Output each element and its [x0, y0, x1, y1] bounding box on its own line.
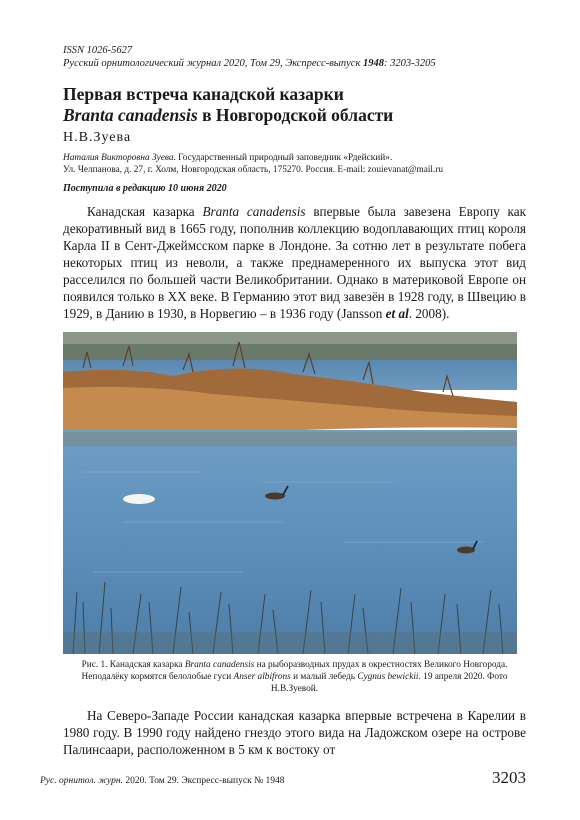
- title-line-2: [63, 105, 526, 126]
- caption-text-a: Рис. 1. Канадская казарка: [81, 660, 185, 670]
- author: Н.В.Зуева: [63, 130, 132, 145]
- journal-name: Русский орнитологический журнал 2020, Том 29, Экспресс-выпуск: [63, 58, 363, 69]
- title-line-1: Первая встреча канадской казарки: [63, 84, 344, 104]
- affiliation: [63, 152, 526, 176]
- affiliation-line-1: [63, 152, 526, 164]
- caption-species-3: Cygnus bewickii: [357, 672, 419, 682]
- journal-header: [63, 44, 526, 70]
- paragraph-2: На Северо-Западе России канадская казарка впервые встречена в Карелии в 1980 году. В 1990 году найдено гнездо этого вида на Ладожском озере на острове Палинсаари, расположенном в 5 км к востоку от: [63, 708, 526, 757]
- issue-number: 1948: [363, 58, 384, 69]
- footer-issue: 2020. Том 29. Экспресс-выпуск № 1948: [122, 776, 285, 786]
- address: Ул. Челпанова, д. 27, г. Холм, Новгородская область, 175270. Россия. E-mail: zouievanat@mail.ru: [63, 165, 444, 175]
- page-footer: [40, 766, 526, 788]
- article-page: [63, 44, 526, 758]
- title-species: Branta canadensis: [63, 105, 198, 125]
- footer-citation: [40, 776, 285, 786]
- p1-species: Branta canadensis: [202, 204, 306, 219]
- p1-text-b: впервые была завезена Европу как декоративный вид в 1665 году, пополнив коллекцию водоплавающих птиц короля Карла II в Сент-Джеймсском парке в Лондоне. За сотню лет в результате побега некоторых птиц из неволи, а также преднамеренного их выпуска этот вид расселился по большей части Великобритании. Однако в материковой Европе он появился только в XX веке. В Германию этот вид завезён в 1928 году, в Швецию в 1929, в Данию в 1930, в Норвегию – в 1936 году (Jansson: [63, 204, 526, 321]
- title-rest: в Новгородской области: [197, 105, 394, 125]
- page-number: 3203: [492, 768, 526, 787]
- footer-journal: Рус. орнитол. журн.: [40, 776, 123, 786]
- caption-species-1: Branta canadensis: [184, 660, 255, 670]
- received-date: Поступила в редакцию 10 июня 2020: [63, 183, 227, 194]
- p1-text-a: Канадская казарка: [87, 204, 203, 219]
- organization: . Государственный природный заповедник «Рдейский».: [173, 153, 393, 163]
- p1-text-c: . 2008).: [408, 306, 450, 321]
- author-fullname: Наталия Викторовна Зуева: [63, 153, 174, 163]
- journal-line: [63, 57, 526, 70]
- caption-text-b: на рыборазводных прудах в окрестностях Великого Новгорода. Неподалёку кормятся белолобые гуси: [81, 660, 508, 682]
- figure-caption: [63, 659, 526, 695]
- p1-etal: et al: [385, 306, 409, 321]
- caption-text-d: . 19 апреля 2020. Фото Н.В.Зуевой.: [270, 672, 508, 694]
- caption-species-2: Anser albifrons: [233, 672, 291, 682]
- paragraph-1: [63, 203, 526, 322]
- issn: ISSN 1026-5627: [63, 45, 133, 56]
- article-title: [63, 84, 526, 126]
- figure-photo: [63, 332, 517, 654]
- pages: : 3203-3205: [384, 58, 436, 69]
- caption-text-c: и малый лебедь: [290, 672, 358, 682]
